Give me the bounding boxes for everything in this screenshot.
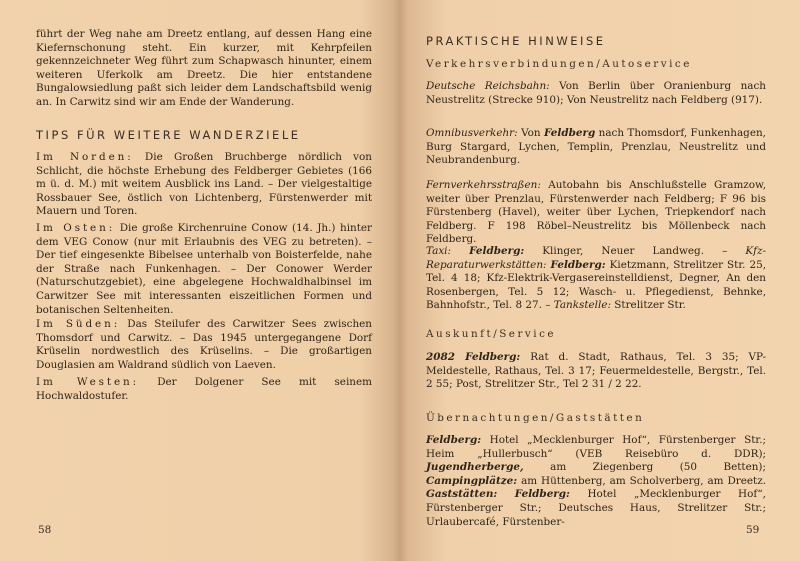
auskunft-text: Rat d. Stadt, Rathaus, Tel. 3 35; VP-Meldestelle, Rathaus, Tel. 3 17; Feuermeldestelle, Bergstr., Tel. 2 55; Post, Strelitzer Str., Tel 2 31 / 2 22. xyxy=(426,351,766,391)
gast-text: Hotel „Mecklenburger Hof“, Fürstenberger Str.; Deutsches Haus, Strelitzer Str.; Urlaubercafé, Fürstenber- xyxy=(426,488,766,528)
tip-osten-label: Im Osten: xyxy=(36,222,116,234)
taxi-feldberg: Feldberg: xyxy=(469,245,525,257)
taxi-label: Taxi: xyxy=(426,245,452,257)
tip-osten-text: Die große Kirchenruine Conow (14. Jh.) hinter dem VEG Conow (nur mit Erlaubnis des VEG zu betreten). – Der tief eingesenkte Bibelsee unterhalb von Boisterfelde, nahe der Straße nach Funkenhagen. – Der Conower Werder (Naturschutzgebiet), eine abgelegene Hochwaldhalbinsel im Carwitzer See mit interessanten eiszeitlichen Formen und botanischen Seltenheiten. xyxy=(36,222,372,316)
entry-reichsbahn xyxy=(426,80,766,107)
page-number-right: 59 xyxy=(746,524,760,536)
ueb-text-c: am Hüttenberg, am Scholverberg, am Dreetz. xyxy=(521,474,766,487)
tip-norden xyxy=(36,151,372,219)
omnibus-feldberg: Feldberg xyxy=(543,127,596,139)
tank-text: Strelitzer Str. xyxy=(614,299,686,312)
tip-norden-text: Die Großen Bruchberge nördlich von Schlicht, die höchste Erhebung des Feldberger Gebietes (166 m ü. d. M.) mit weitem Ausblick ins Land. – Der vielgestaltige Rossbauer See, östlich von Lichtenberg, Fürstenwerder mit Mauern und Toren. xyxy=(36,151,372,218)
left-page xyxy=(0,0,398,561)
omnibus-text-a: Von xyxy=(521,127,541,139)
kfz-feldberg: Feldberg: xyxy=(550,258,606,271)
reichsbahn-text: Von Berlin über Oranienburg nach Neustrelitz (Strecke 910); Von Neustrelitz nach Feldberg (917). xyxy=(426,80,767,106)
tip-westen-text: Der Dolgener See mit seinem Hochwaldostufer. xyxy=(36,376,372,402)
tank-label: Tankstelle: xyxy=(553,299,611,312)
tip-sueden xyxy=(36,318,372,372)
tip-norden-label: Im Norden: xyxy=(36,151,134,163)
subheading-uebernachtung: Übernachtungen/Gaststätten xyxy=(426,412,645,424)
omnibus-text-b: nach Thomsdorf, Funkenhagen, Burg Stargard, Lychen, Templin, Prenzlau, Neustrelitz und Neubrandenburg. xyxy=(426,127,766,167)
tip-sueden-text: Das Steilufer des Carwitzer Sees zwischen Thomsdorf und Carwitz. – Das 1945 untergegangene Dorf Krüselin nordwestlich des Krüselins. – Die großartigen Douglasien am Waldrand südlich von Laeven. xyxy=(36,318,372,371)
gast-feldberg: Feldberg: xyxy=(514,488,570,501)
subheading-verkehr: Verkehrsverbindungen/Autoservice xyxy=(426,58,692,70)
gast-label: Gaststätten: xyxy=(426,488,498,501)
camping-label: Campingplätze: xyxy=(426,474,518,487)
entry-omnibus xyxy=(426,127,766,168)
fern-text: Autobahn bis Anschlußstelle Gramzow, weiter über Prenzlau, Fürstenwerder nach Feldberg; F 96 bis Fürstenberg (Havel), weiter über Lychen, Triepkendorf nach Feldberg. F 198 Röbel–Neustrelitz bis Möllenbeck nach Feldberg. xyxy=(426,179,766,246)
section-heading-hinweise: PRAKTISCHE HINWEISE xyxy=(426,34,606,48)
tip-westen-label: Im Westen: xyxy=(36,376,140,388)
ueb-text-a: Hotel „Mecklenburger Hof“, Fürstenberger Str.; Heim „Hullerbusch“ (VEB Reisebüro d. DDR); xyxy=(426,434,766,460)
jugend-label: Jugendherberge, xyxy=(426,461,524,474)
section-heading-tips: TIPS FÜR WEITERE WANDERZIELE xyxy=(36,128,301,142)
entry-taxi-kfz xyxy=(426,245,766,313)
reichsbahn-label: Deutsche Reichsbahn: xyxy=(426,80,550,92)
intro-paragraph: führt der Weg nahe am Dreetz entlang, auf dessen Hang eine Kiefernschonung steht. Ein kurzer, mit Kehrpfeilen gekennzeichneter Weg führt zum Schapwasch hinunter, einem weiteren Uferkolk am Dreetz. Die hier entstandene Bungalowsiedlung paßt sich leider dem Landschaftsbild wenig an. In Carwitz sind wir am Ende der Wanderung. xyxy=(36,28,372,108)
right-page xyxy=(402,0,800,561)
taxi-text: Klinger, Neuer Landweg. – xyxy=(542,245,728,257)
entry-fernverkehr xyxy=(426,179,766,247)
tip-osten xyxy=(36,222,372,317)
tip-sueden-label: Im Süden: xyxy=(36,318,121,330)
tip-westen xyxy=(36,376,372,403)
fern-label: Fernverkehrsstraßen: xyxy=(426,179,541,191)
subheading-auskunft: Auskunft/Service xyxy=(426,328,557,340)
entry-uebernachtung xyxy=(426,434,766,529)
auskunft-label: 2082 Feldberg: xyxy=(426,351,521,363)
entry-auskunft xyxy=(426,351,766,392)
kfz-label: Kfz-Reparaturwerkstätten: xyxy=(426,245,766,271)
omnibus-label: Omnibusverkehr: xyxy=(426,127,518,139)
kfz-text: Kietzmann, Strelitzer Str. 25, Tel. 4 18; Kfz-Elektrik-Vergasereinstelldienst, Degner, An den Rosenbergen, Tel. 5 12; Wasch- u. Pflegedienst, Behnke, Bahnhofstr., Tel. 8 27. – xyxy=(426,258,766,312)
page-number-left: 58 xyxy=(38,524,52,536)
ueb-label: Feldberg: xyxy=(426,434,482,446)
ueb-text-b: am Ziegenberg (50 Betten); xyxy=(550,461,766,474)
